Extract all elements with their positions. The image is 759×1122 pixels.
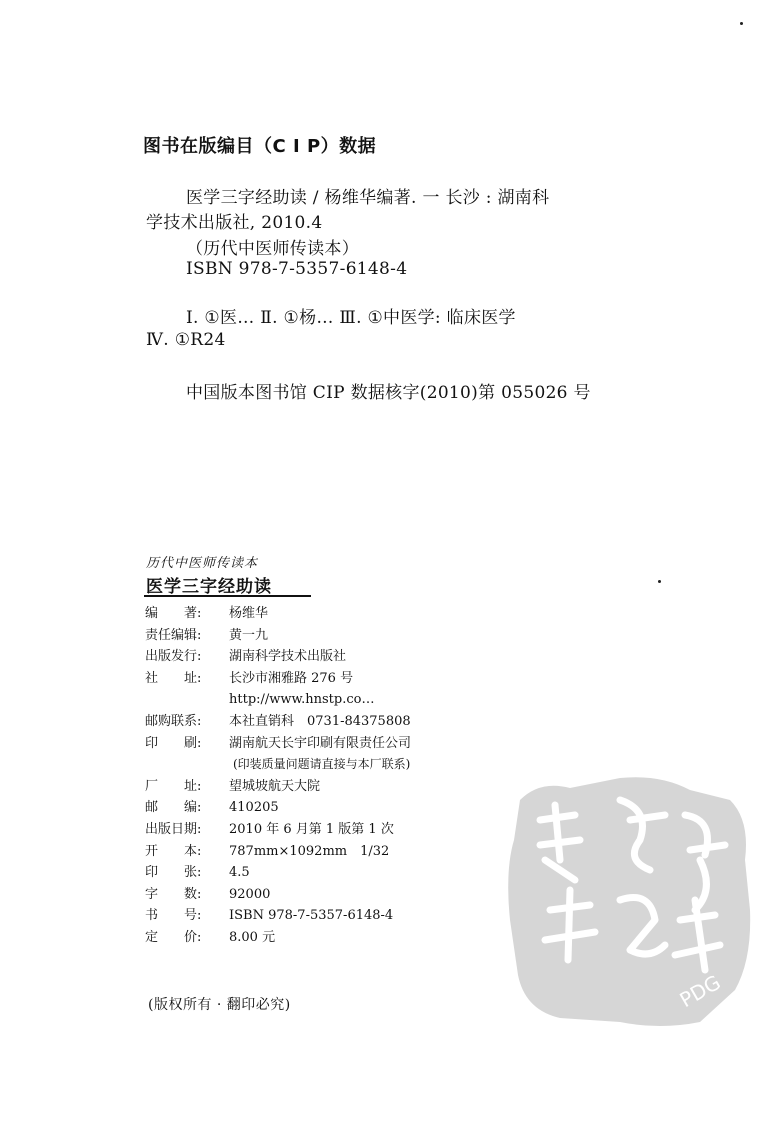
colophon-table [145,603,411,949]
cip-line-classification-2: Ⅳ. ①R24 [146,330,226,350]
seal-watermark [500,760,759,1030]
row-label: 责任编辑: [145,627,202,643]
row-value: 4.5 [229,865,250,881]
cip-line-series: （历代中医师传读本） [186,239,359,259]
row-value: 787mm×1092mm 1/32 [229,843,390,859]
cip-line-publisher: 学技术出版社, 2010.4 [146,213,323,233]
row-label: 社 址: [145,670,202,686]
colophon-row-author [145,603,411,625]
row-label: 出版日期: [145,821,202,837]
row-label: 印 张: [145,865,202,881]
row-label: 厂 址: [145,778,202,794]
row-label: 字 数: [145,886,202,902]
colophon-row-publisher [145,646,411,668]
row-value: 湖南科学技术出版社 [229,649,347,665]
cip-line-record-number: 中国版本图书馆 CIP 数据核字(2010)第 055026 号 [186,383,591,403]
watermark-label: PDG [675,969,725,1013]
cip-line-title: 医学三字经助读 / 杨维华编著. 一 长沙 : 湖南科 [186,188,550,208]
colophon-row-postcode [145,797,411,819]
book-title: 医学三字经助读 [146,577,272,597]
row-label: 定 价: [145,929,202,945]
row-value: 2010 年 6 月第 1 版第 1 次 [229,821,394,837]
colophon-row-printer [145,733,411,755]
row-value: 望城坡航天大院 [229,778,321,794]
row-value: 杨维华 [229,606,269,621]
row-value: 8.00 元 [229,929,276,945]
row-label: 邮购联系: [145,713,202,729]
row-label: 编 著: [145,606,202,621]
print-quality-note: (印装质量问题请直接与本厂联系) [233,757,411,772]
colophon-row-word-count [145,884,411,906]
colophon-row-mail-order [145,711,411,733]
row-label: 出版发行: [145,649,202,665]
row-label: 开 本: [145,843,202,859]
row-label: 书 号: [145,908,202,924]
row-value: 湖南航天长宇印刷有限责任公司 [229,735,412,751]
row-label: 印 刷: [145,735,202,751]
series-name: 历代中医师传读本 [146,556,259,571]
colophon-row-price [145,927,411,949]
colophon-row-format [145,841,411,863]
colophon-row-publish-date [145,819,411,841]
cip-line-classification: Ⅰ. ①医… Ⅱ. ①杨… Ⅲ. ①中医学: 临床医学 [186,308,516,328]
colophon-row-book-number [145,905,411,927]
title-underline [144,595,311,597]
colophon-row-factory-address [145,776,411,798]
row-value: 410205 [229,800,279,816]
row-value: 长沙市湘雅路 276 号 [229,670,354,686]
cip-heading: 图书在版编目（C I P）数据 [143,136,377,157]
colophon-row-address [145,668,411,690]
copyright-notice: (版权所有 · 翻印必究) [148,997,291,1013]
row-value: 92000 [229,886,271,902]
scan-speck [740,22,743,25]
row-value: 本社直销科 0731-84375808 [229,713,411,729]
colophon-row-sheets [145,862,411,884]
colophon-row-editor [145,625,411,647]
row-value: ISBN 978-7-5357-6148-4 [229,908,394,924]
publisher-website: http://www.hnstp.co… [229,692,375,708]
cip-line-isbn: ISBN 978-7-5357-6148-4 [186,259,408,279]
row-label: 邮 编: [145,800,202,816]
row-value: 黄一九 [229,627,269,643]
scan-speck [658,580,661,583]
